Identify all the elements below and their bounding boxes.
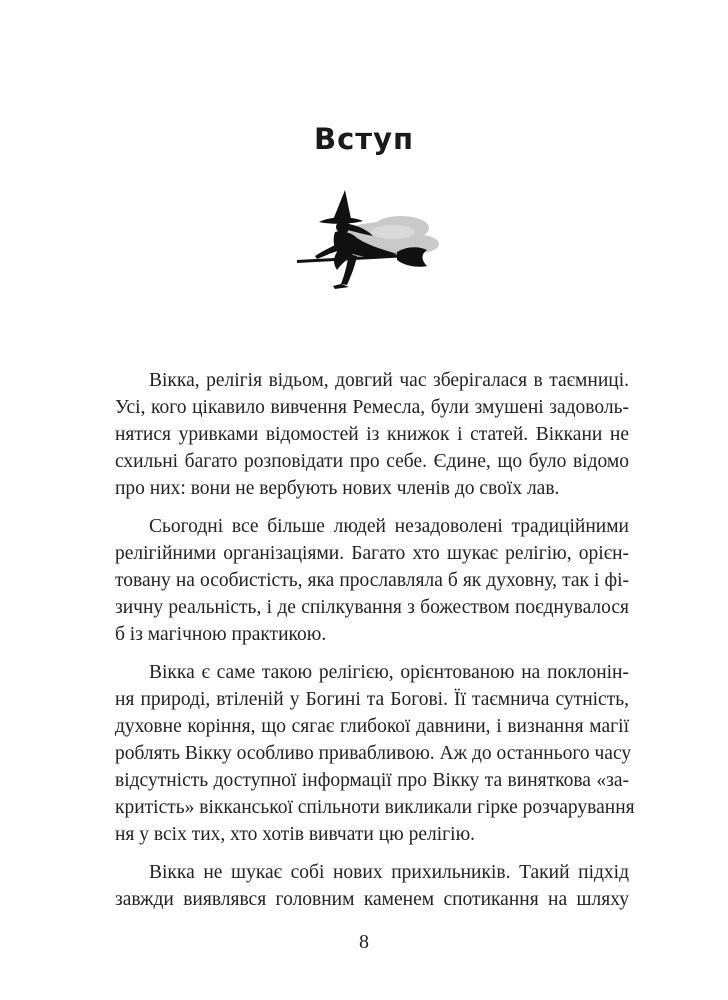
text-line: релігійними організаціями. Багато хто шукає релігію, орієн- xyxy=(115,543,629,564)
text-line: про них: вони не вербують нових членів до своїх лав. xyxy=(115,478,560,499)
paragraph xyxy=(115,513,629,648)
text-line: роблять Вікку особливо привабливою. Аж до останнього часу xyxy=(115,743,632,764)
chapter-title: Вступ xyxy=(313,122,415,156)
text-line: зичну реальність, і де спілкування з божеством поєднувалося xyxy=(115,597,629,618)
page-number: 8 xyxy=(359,931,369,953)
witch-on-broom-icon xyxy=(293,188,443,294)
paragraph xyxy=(115,859,629,913)
body-text xyxy=(115,367,635,924)
text-line: відсутність доступної інформації про Вікку та виняткова «за- xyxy=(115,770,629,791)
text-line: Сьогодні все більше людей незадоволені традиційними xyxy=(149,516,629,537)
text-line: ня природі, втіленій у Богині та Богові. Її таємнича сутність, xyxy=(115,689,629,710)
text-line: завжди виявлявся головним каменем спотикання на шляху xyxy=(115,889,629,910)
text-line: духовне коріння, що сягає глибокої давнини, і визнання магії xyxy=(115,716,629,737)
text-line: схильні багато розповідати про себе. Єдине, що було відомо xyxy=(115,451,629,472)
paragraph xyxy=(115,367,629,502)
text-line: Вікка є саме такою релігією, орієнтованою на поклонін- xyxy=(149,662,629,683)
text-line: ня у всіх тих, хто хотів вивчати цю релігію. xyxy=(115,824,476,845)
text-line: Вікка, релігія відьом, довгий час зберігалася в таємниці. xyxy=(149,370,629,391)
text-line: товану на особистість, яка прославляла б як духовну, так і фі- xyxy=(115,570,629,591)
text-line: б із магічною практикою. xyxy=(115,624,327,645)
text-line: Усі, кого цікавило вивчення Ремесла, були змушені задоволь- xyxy=(115,397,629,418)
text-line: критість» вікканської спільноти викликали гірке розчарування xyxy=(115,797,635,818)
paragraph xyxy=(115,659,635,848)
text-line: Вікка не шукає собі нових прихильників. Такий підхід xyxy=(149,862,629,883)
text-line: нятися уривками відомостей із книжок і статей. Віккани не xyxy=(115,424,629,445)
